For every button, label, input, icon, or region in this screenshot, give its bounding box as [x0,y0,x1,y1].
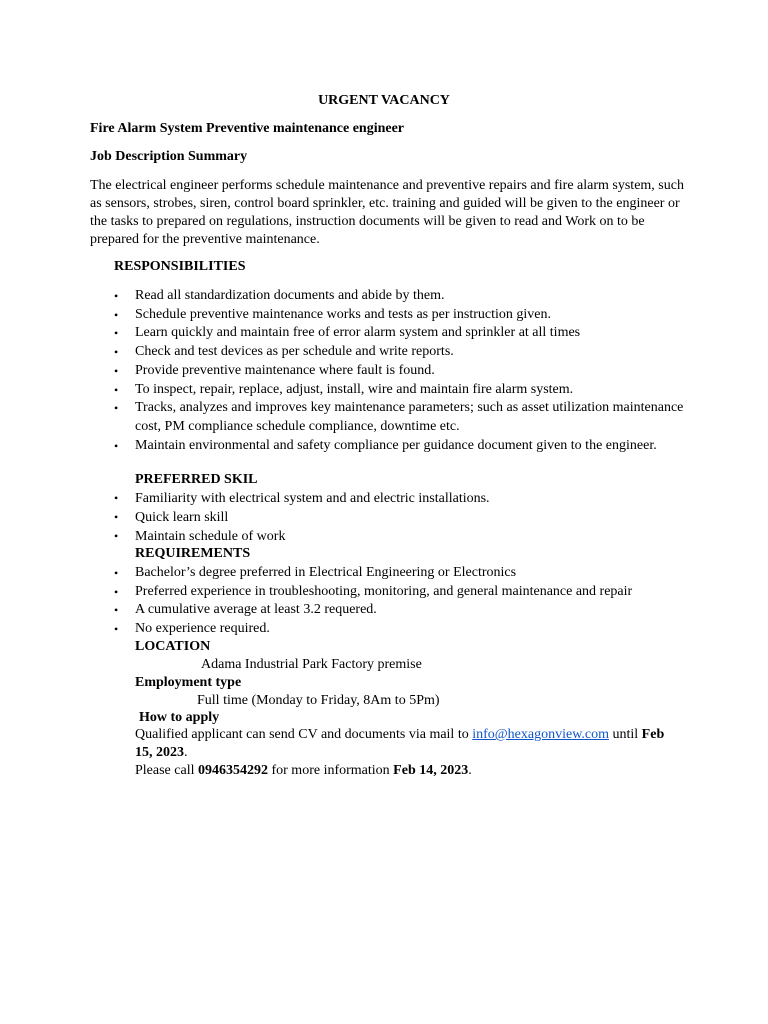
bullet-icon: • [114,326,119,341]
bullet-icon: • [114,438,119,453]
position-title: Fire Alarm System Preventive maintenance engineer [90,121,405,136]
list-item: • Maintain schedule of work [114,529,286,544]
document-title: URGENT VACANCY [318,93,450,108]
preferred-skill-list [114,489,695,546]
list-item: • Preferred experience in troubleshooting, monitoring, and general maintenance and repair [135,583,695,602]
phone-number: 0946354292 [197,763,268,778]
list-item: • Check and test devices as per schedule and write reports. [135,343,695,362]
requirements-list [114,564,695,639]
requirements-heading: REQUIREMENTS [135,546,251,561]
summary-heading: Job Description Summary [90,149,248,164]
bullet-icon: • [114,401,119,416]
deadline-date: Feb 15, 2023 [135,727,665,760]
email-link[interactable]: info@hexagonview.com [472,727,609,742]
preferred-skill-heading: PREFERRED SKIL [135,472,258,487]
bullet-icon: • [114,307,119,322]
list-item: • Provide preventive maintenance where fault is found. [135,362,695,381]
bullet-icon: • [114,566,119,580]
location-value: Adama Industrial Park Factory premise [201,657,422,672]
responsibilities-heading: RESPONSIBILITIES [114,259,246,274]
list-item: • Learn quickly and maintain free of error alarm system and sprinkler at all times [135,324,695,343]
summary-paragraph: The electrical engineer performs schedule maintenance and preventive repairs and fire alarm system, such as sensors, strobes, siren, control board sprinkler, etc. training and guided will be given to the engineer or the tasks to prepared on regulations, instruction documents will be given to read and Work on to be prepared for the preventive maintenance. [90,178,684,247]
bullet-icon: • [114,529,119,543]
list-item: • Bachelor’s degree preferred in Electrical Engineering or Electronics [135,564,695,583]
info-date: Feb 14, 2023 [393,763,469,778]
list-item: • Tracks, analyzes and improves key maintenance parameters; such as asset utilization maintenance cost, PM compliance schedule compliance, downtime etc. [114,400,684,434]
list-item: • Familiarity with electrical system and and electric installations. [114,491,490,506]
bullet-icon: • [114,382,119,397]
list-item: • A cumulative average at least 3.2 requered. [135,601,695,620]
list-item: • Quick learn skill [114,510,229,525]
bullet-icon: • [114,363,119,378]
bullet-icon: • [114,603,119,618]
bullet-icon: • [114,491,119,505]
bullet-icon: • [114,345,119,360]
employment-type-value: Full time (Monday to Friday, 8Am to 5Pm) [197,693,440,708]
list-item: • Maintain environmental and safety compliance per guidance document given to the engineer. [135,437,695,456]
list-item: • To inspect, repair, replace, adjust, install, wire and maintain fire alarm system. [135,381,695,400]
bullet-icon: • [114,289,119,303]
bullet-icon: • [114,622,119,637]
how-to-apply-heading: How to apply [139,710,220,725]
responsibilities-list [114,287,695,455]
employment-type-heading: Employment type [135,675,242,690]
location-heading: LOCATION [135,639,211,654]
apply-instructions: Qualified applicant can send CV and documents via mail to info@hexagonview.com until Feb 15, 2023. Please call 0946354292 for more information Feb 14, 2023. [135,727,665,778]
bullet-icon: • [114,510,119,524]
list-item: • No experience required. [135,620,695,639]
list-item: • Read all standardization documents and abide by them. [135,287,695,306]
bullet-icon: • [114,584,119,599]
list-item: • Schedule preventive maintenance works and tests as per instruction given. [135,306,695,325]
